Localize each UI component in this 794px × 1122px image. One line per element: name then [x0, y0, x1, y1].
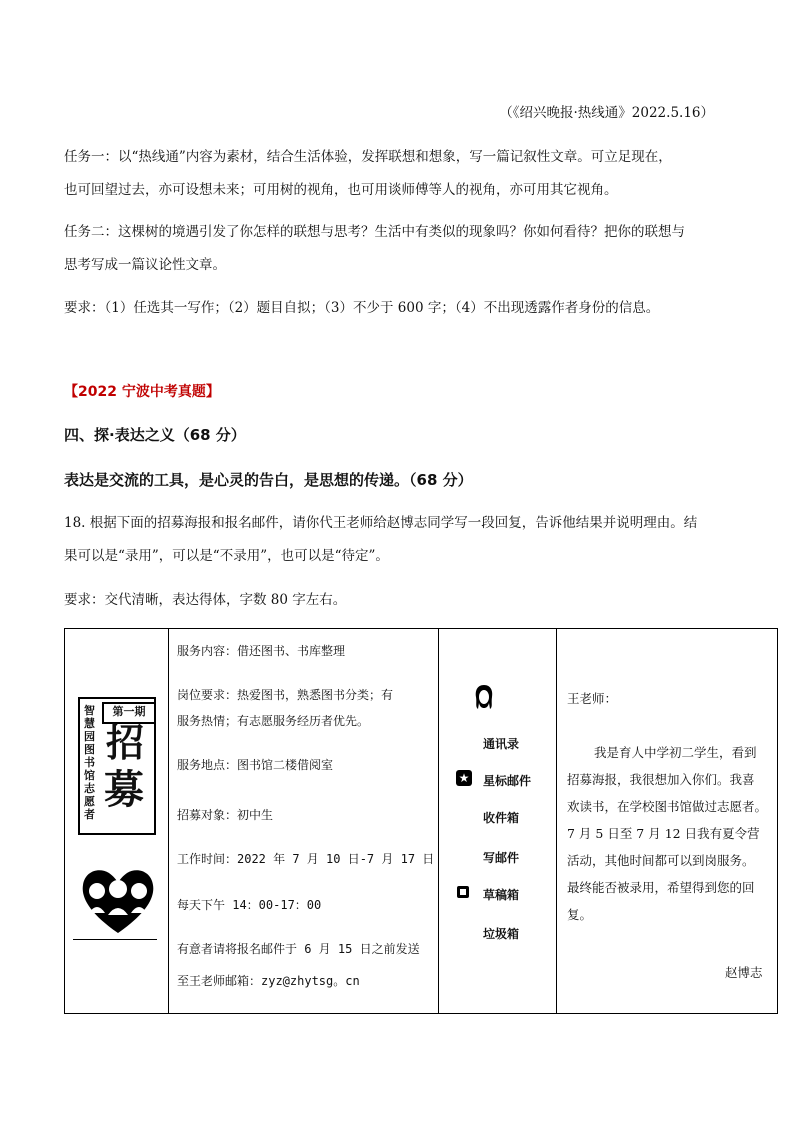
letter-line: 7 月 5 日至 7 月 12 日我有夏令营: [567, 826, 760, 841]
section-title: 四、探·表达之义（68 分）: [64, 426, 246, 444]
mail-menu-drafts[interactable]: 草稿箱: [483, 888, 520, 902]
mail-menu-starred[interactable]: 星标邮件: [483, 774, 532, 788]
letter-line: 我是育人中学初二学生，看到: [594, 745, 757, 760]
poster-target: 招募对象：初中生: [177, 808, 274, 822]
poster-email-table: [64, 628, 778, 1014]
question-18-line1: 18. 根据下面的招募海报和报名邮件，请你代王老师给赵博志同学写一段回复，告诉他结果并说明理由。结: [64, 515, 698, 531]
letter-line: 活动，其他时间都可以到岗服务。: [567, 853, 755, 868]
user-avatar-icon: [473, 683, 495, 713]
requirement-2: 要求：交代清晰，表达得体，字数 80 字左右。: [64, 592, 347, 608]
task1-line2: 也可回望过去，亦可设想未来；可用树的视角，也可用谈师傅等人的视角，亦可用其它视角。: [64, 182, 618, 198]
letter-line: 最终能否被录用，希望得到您的回: [567, 880, 755, 895]
poster-logo: [78, 697, 156, 835]
source-citation: （《绍兴晚报·热线通》2022.5.16）: [499, 105, 714, 121]
section-tag: 【2022 宁波中考真题】: [64, 384, 220, 400]
divider: [73, 939, 157, 940]
letter-line: 欢读书，在学校图书馆做过志愿者。: [567, 799, 768, 814]
letter-signature: 赵博志: [725, 965, 763, 980]
mail-menu-contacts[interactable]: 通讯录: [483, 737, 520, 751]
mail-menu-inbox[interactable]: 收件箱: [483, 811, 520, 825]
poster-req-line1: 岗位要求：热爱图书，熟悉图书分类；有: [177, 688, 394, 702]
mail-menu-trash[interactable]: 垃圾箱: [483, 927, 520, 941]
poster-content: 服务内容：借还图书、书库整理: [177, 644, 346, 658]
star-icon: ★: [456, 770, 472, 786]
poster-big-char-1: 招: [106, 720, 145, 765]
requirement-text: 要求：（1）任选其一写作；（2）题目自拟；（3）不少于 600 字；（4）不出现透露作者身份的信息。: [64, 300, 660, 316]
poster-vertical-title: 智慧园图书馆志愿者: [84, 704, 95, 821]
task1-line1: 任务一：以“热线通”内容为素材，结合生活体验，发挥联想和想象，写一篇记叙性文章。可立足现在，: [64, 149, 672, 165]
poster-place: 服务地点：图书馆二楼借阅室: [177, 758, 334, 772]
poster-issue: 第一期: [102, 702, 156, 724]
letter-line: 招募海报，我很想加入你们。我喜: [567, 772, 755, 787]
poster-contact-line2: 至王老师邮箱：zyz@zhytsg。cn: [177, 974, 360, 988]
draft-box-icon: [457, 886, 469, 898]
section-subtitle: 表达是交流的工具，是心灵的告白，是思想的传递。（68 分）: [64, 471, 473, 489]
poster-contact-line1: 有意者请将报名邮件于 6 月 15 日之前发送: [177, 942, 420, 956]
question-18-line2: 果可以是“录用”，可以是“不录用”，也可以是“待定”。: [64, 548, 389, 564]
volunteer-group-icon: [79, 865, 157, 935]
task2-line2: 思考写成一篇议论性文章。: [64, 257, 226, 273]
task2-line1: 任务二：这棵树的境遇引发了你怎样的联想与思考？生活中有类似的现象吗？你如何看待？把你的联想与: [64, 224, 685, 240]
poster-req-line2: 服务热情；有志愿服务经历者优先。: [177, 714, 370, 728]
letter-greeting: 王老师：: [567, 691, 618, 706]
letter-line: 复。: [567, 907, 593, 922]
poster-big-char-2: 募: [104, 766, 144, 813]
poster-time: 工作时间：2022 年 7 月 10 日-7 月 17 日: [177, 852, 435, 866]
poster-daily: 每天下午 14：00-17：00: [177, 898, 322, 912]
mail-menu-compose[interactable]: 写邮件: [483, 851, 520, 865]
